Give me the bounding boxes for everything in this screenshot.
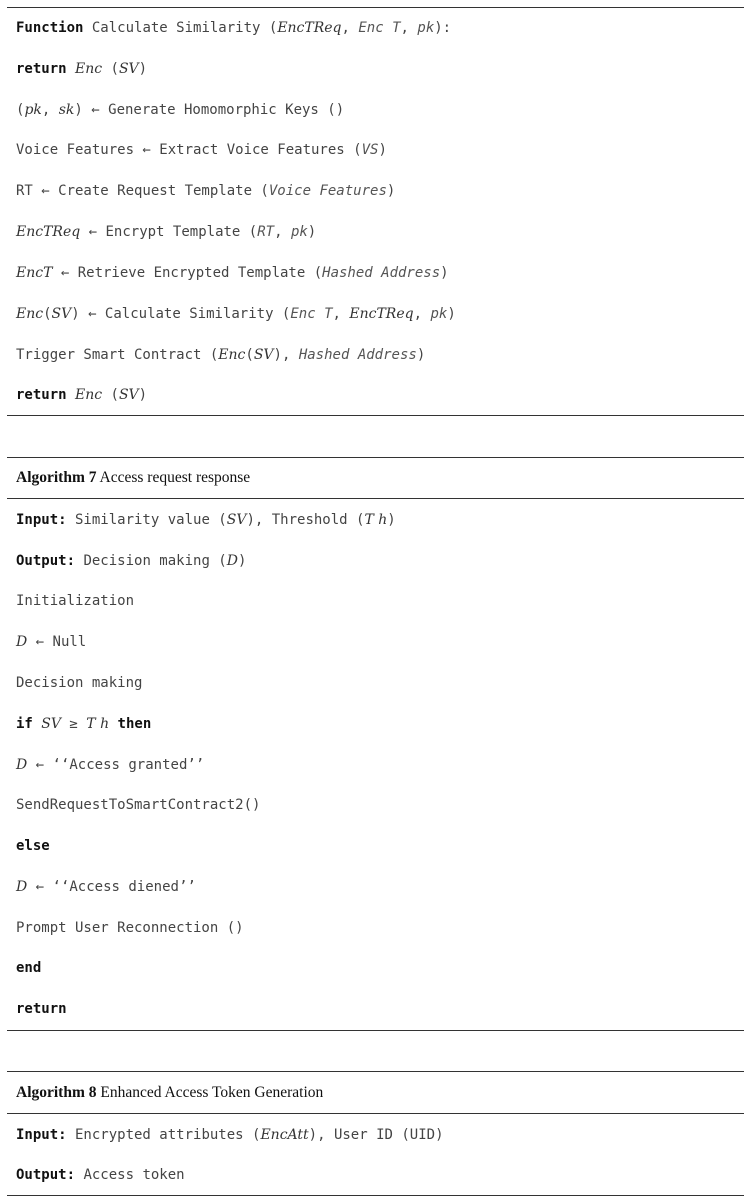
algorithm-number: Algorithm 8 bbox=[16, 1084, 97, 1101]
rule-mid bbox=[7, 498, 744, 499]
code-line: Prompt User Reconnection () bbox=[16, 920, 244, 936]
code-line: Enc(SV) ← Calculate Similarity (Enc T, EncTReq, pk) bbox=[16, 306, 456, 322]
code-line bbox=[16, 838, 50, 854]
code-line: return Enc (SV) bbox=[16, 61, 148, 77]
code-line bbox=[16, 960, 41, 976]
rule-top bbox=[7, 1071, 744, 1072]
rule-bottom bbox=[7, 1195, 744, 1196]
algorithm-name: Enhanced Access Token Generation bbox=[96, 1084, 324, 1101]
rule-mid bbox=[7, 1113, 744, 1114]
code-line: D ← ‘‘Access diened’’ bbox=[16, 879, 196, 895]
code-line: Decision making bbox=[16, 675, 143, 691]
keyword-output: Output: bbox=[16, 1167, 76, 1183]
code-line: if SV ≥ T h then bbox=[16, 716, 152, 732]
keyword-then: then bbox=[117, 716, 152, 732]
rule-top bbox=[7, 7, 744, 8]
code-line: RT ← Create Request Template (Voice Features) bbox=[16, 183, 396, 199]
code-line: SendRequestToSmartContract2() bbox=[16, 797, 261, 813]
code-line: Input: Encrypted attributes (EncAtt), User ID (UID) bbox=[16, 1127, 444, 1143]
keyword-return: return bbox=[16, 1001, 67, 1017]
keyword-end: end bbox=[16, 960, 42, 976]
code-line: return Enc (SV) bbox=[16, 387, 148, 403]
code-line: Output: Access token bbox=[16, 1167, 185, 1183]
algorithm-name: Access request response bbox=[96, 469, 251, 486]
keyword-input: Input: bbox=[16, 512, 67, 528]
code-line: Initialization bbox=[16, 593, 135, 609]
keyword-function: Function bbox=[16, 20, 84, 36]
code-line: (pk, sk) ← Generate Homomorphic Keys () bbox=[16, 102, 345, 118]
code-line: Trigger Smart Contract (Enc(SV), Hashed Address) bbox=[16, 347, 426, 363]
keyword-else: else bbox=[16, 838, 50, 854]
keyword-return: return bbox=[16, 387, 67, 403]
keyword-input: Input: bbox=[16, 1127, 67, 1143]
code-line: Input: Similarity value (SV), Threshold (T h) bbox=[16, 512, 396, 528]
keyword-output: Output: bbox=[16, 553, 76, 569]
code-line: D ← ‘‘Access granted’’ bbox=[16, 757, 205, 773]
algorithm-title bbox=[16, 1084, 323, 1102]
code-line: Voice Features ← Extract Voice Features (VS) bbox=[16, 142, 387, 158]
code-line: Function Calculate Similarity (EncTReq, Enc T, pk): bbox=[16, 20, 452, 36]
rule-bottom bbox=[7, 1030, 744, 1031]
code-line: EncTReq ← Encrypt Template (RT, pk) bbox=[16, 224, 317, 240]
keyword-return: return bbox=[16, 61, 67, 77]
rule-top bbox=[7, 457, 744, 458]
code-line: D ← Null bbox=[16, 634, 87, 650]
algorithm-number: Algorithm 7 bbox=[16, 469, 97, 486]
code-line bbox=[16, 1001, 67, 1017]
code-line: EncT ← Retrieve Encrypted Template (Hashed Address) bbox=[16, 265, 449, 281]
algorithm-title bbox=[16, 469, 250, 487]
code-line: Output: Decision making (D) bbox=[16, 553, 247, 569]
keyword-if: if bbox=[16, 716, 33, 732]
rule-bottom bbox=[7, 415, 744, 416]
